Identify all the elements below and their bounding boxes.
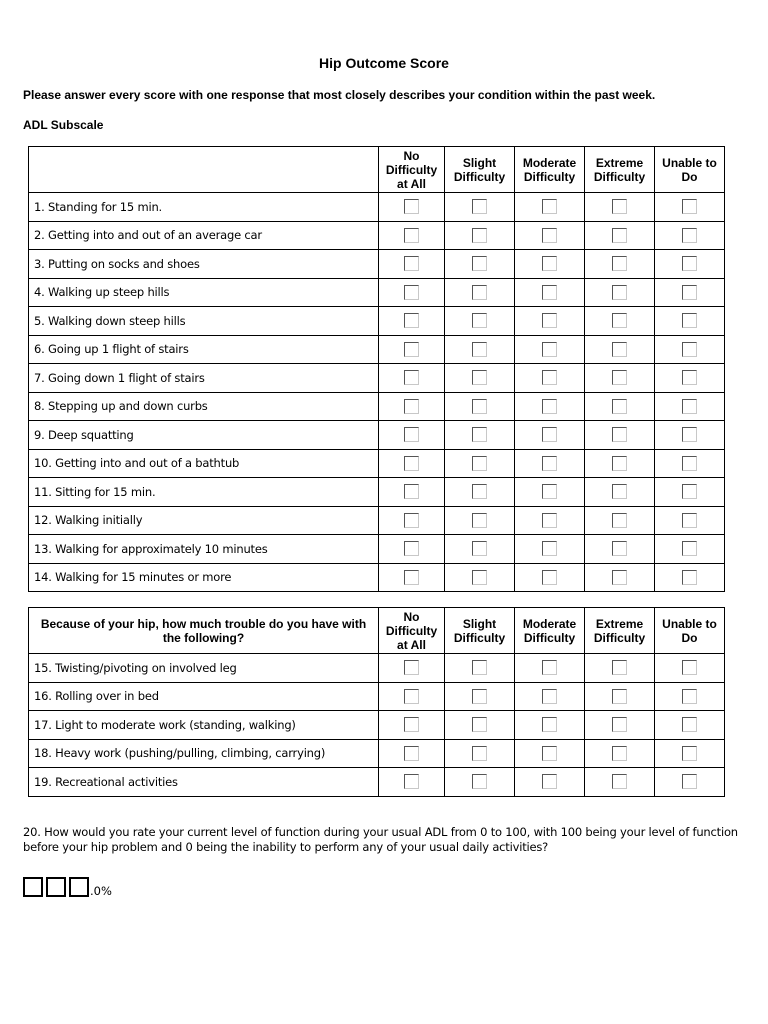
response-cell xyxy=(445,535,515,564)
response-cell xyxy=(585,711,655,740)
response-checkbox[interactable] xyxy=(472,746,487,761)
item-label: 17. Light to moderate work (standing, walking) xyxy=(29,711,379,740)
response-cell xyxy=(445,421,515,450)
response-cell xyxy=(379,278,445,307)
response-checkbox[interactable] xyxy=(404,774,419,789)
response-checkbox[interactable] xyxy=(404,427,419,442)
response-checkbox[interactable] xyxy=(682,717,697,732)
response-cell xyxy=(585,478,655,507)
response-cell xyxy=(655,335,725,364)
adl-item-row xyxy=(29,392,725,421)
response-cell xyxy=(379,506,445,535)
adl-item-row xyxy=(29,250,725,279)
response-checkbox[interactable] xyxy=(404,285,419,300)
response-checkbox[interactable] xyxy=(542,774,557,789)
response-checkbox[interactable] xyxy=(682,570,697,585)
response-checkbox[interactable] xyxy=(404,746,419,761)
response-checkbox[interactable] xyxy=(404,199,419,214)
response-checkbox[interactable] xyxy=(612,427,627,442)
response-checkbox[interactable] xyxy=(682,427,697,442)
trouble-item-row xyxy=(29,768,725,797)
adl-item-row xyxy=(29,278,725,307)
response-cell xyxy=(445,364,515,393)
response-checkbox[interactable] xyxy=(404,717,419,732)
response-checkbox[interactable] xyxy=(472,456,487,471)
response-cell xyxy=(585,682,655,711)
response-cell xyxy=(585,654,655,683)
response-cell xyxy=(585,449,655,478)
response-checkbox[interactable] xyxy=(542,746,557,761)
response-cell xyxy=(445,307,515,336)
adl-item-row xyxy=(29,335,725,364)
response-cell xyxy=(515,654,585,683)
trouble-question: Because of your hip, how much trouble do you have with the following? xyxy=(29,608,379,654)
response-cell xyxy=(515,307,585,336)
response-cell xyxy=(379,307,445,336)
response-cell xyxy=(445,278,515,307)
response-cell xyxy=(379,221,445,250)
response-checkbox[interactable] xyxy=(612,456,627,471)
response-cell xyxy=(515,421,585,450)
item-label: 11. Sitting for 15 min. xyxy=(29,478,379,507)
response-checkbox[interactable] xyxy=(542,484,557,499)
item-label: 14. Walking for 15 minutes or more xyxy=(29,563,379,592)
response-checkbox[interactable] xyxy=(404,256,419,271)
response-cell xyxy=(515,506,585,535)
response-cell xyxy=(515,449,585,478)
response-cell xyxy=(445,221,515,250)
trouble-item-row xyxy=(29,739,725,768)
response-checkbox[interactable] xyxy=(612,228,627,243)
item-label: 1. Standing for 15 min. xyxy=(29,193,379,222)
instructions-text: Please answer every score with one response that most closely describes your condition within the past week. xyxy=(23,88,656,102)
response-cell xyxy=(515,250,585,279)
response-cell xyxy=(515,682,585,711)
response-cell xyxy=(655,682,725,711)
response-cell xyxy=(585,421,655,450)
response-checkbox[interactable] xyxy=(612,399,627,414)
response-cell xyxy=(379,711,445,740)
item-label: 5. Walking down steep hills xyxy=(29,307,379,336)
adl-item-row xyxy=(29,221,725,250)
response-cell xyxy=(655,711,725,740)
response-cell xyxy=(655,535,725,564)
response-checkbox[interactable] xyxy=(612,199,627,214)
score-digit-box[interactable] xyxy=(46,877,66,897)
item-label: 16. Rolling over in bed xyxy=(29,682,379,711)
response-cell xyxy=(585,221,655,250)
response-checkbox[interactable] xyxy=(682,456,697,471)
response-cell xyxy=(655,654,725,683)
response-checkbox[interactable] xyxy=(542,370,557,385)
adl-item-row xyxy=(29,307,725,336)
response-checkbox[interactable] xyxy=(682,484,697,499)
response-checkbox[interactable] xyxy=(682,313,697,328)
adl-item-row xyxy=(29,506,725,535)
response-checkbox[interactable] xyxy=(682,541,697,556)
adl-item-row xyxy=(29,478,725,507)
response-checkbox[interactable] xyxy=(682,399,697,414)
response-cell xyxy=(445,392,515,421)
response-checkbox[interactable] xyxy=(612,256,627,271)
item-label: 12. Walking initially xyxy=(29,506,379,535)
score-digit-box[interactable] xyxy=(23,877,43,897)
response-cell xyxy=(379,654,445,683)
form-title: Hip Outcome Score xyxy=(319,55,449,71)
response-checkbox[interactable] xyxy=(472,199,487,214)
column-header: Slight Difficulty xyxy=(445,608,515,654)
response-checkbox[interactable] xyxy=(472,228,487,243)
response-checkbox[interactable] xyxy=(682,199,697,214)
response-checkbox[interactable] xyxy=(542,313,557,328)
response-cell xyxy=(515,335,585,364)
adl-item-row xyxy=(29,421,725,450)
response-checkbox[interactable] xyxy=(472,541,487,556)
column-header: No Difficulty at All xyxy=(379,608,445,654)
response-cell xyxy=(379,739,445,768)
response-checkbox[interactable] xyxy=(542,342,557,357)
response-cell xyxy=(655,563,725,592)
trouble-item-row xyxy=(29,682,725,711)
column-header: Extreme Difficulty xyxy=(585,147,655,193)
response-cell xyxy=(445,739,515,768)
response-checkbox[interactable] xyxy=(542,541,557,556)
response-cell xyxy=(445,335,515,364)
response-cell xyxy=(379,250,445,279)
response-checkbox[interactable] xyxy=(612,513,627,528)
response-checkbox[interactable] xyxy=(612,484,627,499)
response-cell xyxy=(379,535,445,564)
score-digit-box[interactable] xyxy=(69,877,89,897)
response-cell xyxy=(445,563,515,592)
response-cell xyxy=(379,682,445,711)
response-checkbox[interactable] xyxy=(612,774,627,789)
response-cell xyxy=(585,335,655,364)
response-cell xyxy=(655,739,725,768)
response-checkbox[interactable] xyxy=(472,717,487,732)
question-20: 20. How would you rate your current level of function during your usual ADL from 0 to 100, with 100 being your level of function before your hip problem and 0 being the inability to perform any of your usual daily activities? xyxy=(23,825,738,854)
response-checkbox[interactable] xyxy=(682,342,697,357)
response-checkbox[interactable] xyxy=(404,313,419,328)
response-checkbox[interactable] xyxy=(612,370,627,385)
adl-item-row xyxy=(29,364,725,393)
response-cell xyxy=(445,654,515,683)
item-label: 4. Walking up steep hills xyxy=(29,278,379,307)
response-checkbox[interactable] xyxy=(612,541,627,556)
response-cell xyxy=(585,392,655,421)
response-checkbox[interactable] xyxy=(404,541,419,556)
item-label: 6. Going up 1 flight of stairs xyxy=(29,335,379,364)
response-checkbox[interactable] xyxy=(472,370,487,385)
column-header: Extreme Difficulty xyxy=(585,608,655,654)
column-header: Moderate Difficulty xyxy=(515,147,585,193)
response-checkbox[interactable] xyxy=(404,370,419,385)
response-cell xyxy=(655,478,725,507)
response-checkbox[interactable] xyxy=(682,689,697,704)
response-cell xyxy=(655,506,725,535)
column-header: Moderate Difficulty xyxy=(515,608,585,654)
response-cell xyxy=(655,421,725,450)
response-checkbox[interactable] xyxy=(472,256,487,271)
response-cell xyxy=(379,478,445,507)
response-checkbox[interactable] xyxy=(612,660,627,675)
function-score-entry xyxy=(23,877,112,897)
response-cell xyxy=(655,250,725,279)
response-checkbox[interactable] xyxy=(682,256,697,271)
response-checkbox[interactable] xyxy=(542,689,557,704)
response-cell xyxy=(515,711,585,740)
response-cell xyxy=(445,506,515,535)
response-cell xyxy=(515,392,585,421)
response-checkbox[interactable] xyxy=(542,717,557,732)
response-cell xyxy=(655,278,725,307)
response-cell xyxy=(445,449,515,478)
response-checkbox[interactable] xyxy=(404,570,419,585)
response-checkbox[interactable] xyxy=(472,427,487,442)
response-checkbox[interactable] xyxy=(542,285,557,300)
response-cell xyxy=(515,563,585,592)
response-cell xyxy=(655,449,725,478)
adl-item-row xyxy=(29,535,725,564)
response-cell xyxy=(585,768,655,797)
response-cell xyxy=(655,221,725,250)
response-cell xyxy=(585,739,655,768)
response-cell xyxy=(379,449,445,478)
response-checkbox[interactable] xyxy=(404,513,419,528)
response-cell xyxy=(515,478,585,507)
response-cell xyxy=(379,768,445,797)
response-checkbox[interactable] xyxy=(472,774,487,789)
item-label: 3. Putting on socks and shoes xyxy=(29,250,379,279)
adl-header-blank xyxy=(29,147,379,193)
response-checkbox[interactable] xyxy=(472,484,487,499)
response-checkbox[interactable] xyxy=(542,199,557,214)
adl-table xyxy=(28,146,725,592)
item-label: 7. Going down 1 flight of stairs xyxy=(29,364,379,393)
response-checkbox[interactable] xyxy=(472,570,487,585)
response-checkbox[interactable] xyxy=(612,689,627,704)
trouble-table-header xyxy=(29,608,725,654)
response-cell xyxy=(445,478,515,507)
response-checkbox[interactable] xyxy=(682,285,697,300)
response-checkbox[interactable] xyxy=(682,660,697,675)
response-cell xyxy=(655,193,725,222)
response-checkbox[interactable] xyxy=(682,513,697,528)
item-label: 15. Twisting/pivoting on involved leg xyxy=(29,654,379,683)
response-cell xyxy=(379,193,445,222)
response-checkbox[interactable] xyxy=(542,399,557,414)
response-cell xyxy=(379,421,445,450)
response-checkbox[interactable] xyxy=(542,427,557,442)
response-checkbox[interactable] xyxy=(404,484,419,499)
response-cell xyxy=(515,364,585,393)
response-checkbox[interactable] xyxy=(612,717,627,732)
response-cell xyxy=(515,221,585,250)
item-label: 19. Recreational activities xyxy=(29,768,379,797)
adl-item-row xyxy=(29,449,725,478)
response-checkbox[interactable] xyxy=(612,285,627,300)
response-cell xyxy=(585,278,655,307)
response-checkbox[interactable] xyxy=(612,313,627,328)
response-checkbox[interactable] xyxy=(682,228,697,243)
response-cell xyxy=(445,193,515,222)
trouble-item-row xyxy=(29,654,725,683)
response-cell xyxy=(515,739,585,768)
trouble-item-row xyxy=(29,711,725,740)
response-cell xyxy=(585,364,655,393)
response-checkbox[interactable] xyxy=(612,342,627,357)
response-cell xyxy=(515,278,585,307)
response-cell xyxy=(379,392,445,421)
response-cell xyxy=(445,768,515,797)
response-checkbox[interactable] xyxy=(612,570,627,585)
response-checkbox[interactable] xyxy=(682,774,697,789)
response-checkbox[interactable] xyxy=(404,660,419,675)
response-checkbox[interactable] xyxy=(472,313,487,328)
response-cell xyxy=(379,563,445,592)
column-header: Unable to Do xyxy=(655,147,725,193)
response-cell xyxy=(515,193,585,222)
response-cell xyxy=(655,768,725,797)
response-checkbox[interactable] xyxy=(682,746,697,761)
score-suffix: .0% xyxy=(90,884,112,898)
item-label: 2. Getting into and out of an average car xyxy=(29,221,379,250)
trouble-table xyxy=(28,607,725,797)
response-cell xyxy=(585,250,655,279)
response-checkbox[interactable] xyxy=(472,399,487,414)
response-cell xyxy=(445,250,515,279)
response-cell xyxy=(655,364,725,393)
response-checkbox[interactable] xyxy=(682,370,697,385)
response-checkbox[interactable] xyxy=(404,689,419,704)
response-cell xyxy=(379,335,445,364)
response-checkbox[interactable] xyxy=(472,342,487,357)
column-header: Unable to Do xyxy=(655,608,725,654)
response-checkbox[interactable] xyxy=(404,342,419,357)
response-checkbox[interactable] xyxy=(542,570,557,585)
adl-item-row xyxy=(29,193,725,222)
response-cell xyxy=(445,682,515,711)
response-checkbox[interactable] xyxy=(542,456,557,471)
column-header: No Difficulty at All xyxy=(379,147,445,193)
response-cell xyxy=(585,307,655,336)
item-label: 13. Walking for approximately 10 minutes xyxy=(29,535,379,564)
response-cell xyxy=(655,392,725,421)
response-cell xyxy=(655,307,725,336)
item-label: 18. Heavy work (pushing/pulling, climbing, carrying) xyxy=(29,739,379,768)
response-checkbox[interactable] xyxy=(404,399,419,414)
response-cell xyxy=(585,563,655,592)
subscale-title: ADL Subscale xyxy=(23,118,104,132)
response-checkbox[interactable] xyxy=(542,660,557,675)
response-cell xyxy=(379,364,445,393)
response-checkbox[interactable] xyxy=(472,285,487,300)
response-checkbox[interactable] xyxy=(472,513,487,528)
response-cell xyxy=(515,768,585,797)
adl-table-header xyxy=(29,147,725,193)
item-label: 8. Stepping up and down curbs xyxy=(29,392,379,421)
item-label: 9. Deep squatting xyxy=(29,421,379,450)
response-checkbox[interactable] xyxy=(404,228,419,243)
response-checkbox[interactable] xyxy=(542,228,557,243)
response-checkbox[interactable] xyxy=(612,746,627,761)
response-checkbox[interactable] xyxy=(542,513,557,528)
response-checkbox[interactable] xyxy=(472,689,487,704)
response-cell xyxy=(515,535,585,564)
response-checkbox[interactable] xyxy=(542,256,557,271)
response-cell xyxy=(585,506,655,535)
adl-item-row xyxy=(29,563,725,592)
response-cell xyxy=(585,535,655,564)
response-checkbox[interactable] xyxy=(472,660,487,675)
response-cell xyxy=(585,193,655,222)
column-header: Slight Difficulty xyxy=(445,147,515,193)
response-checkbox[interactable] xyxy=(404,456,419,471)
response-cell xyxy=(445,711,515,740)
item-label: 10. Getting into and out of a bathtub xyxy=(29,449,379,478)
